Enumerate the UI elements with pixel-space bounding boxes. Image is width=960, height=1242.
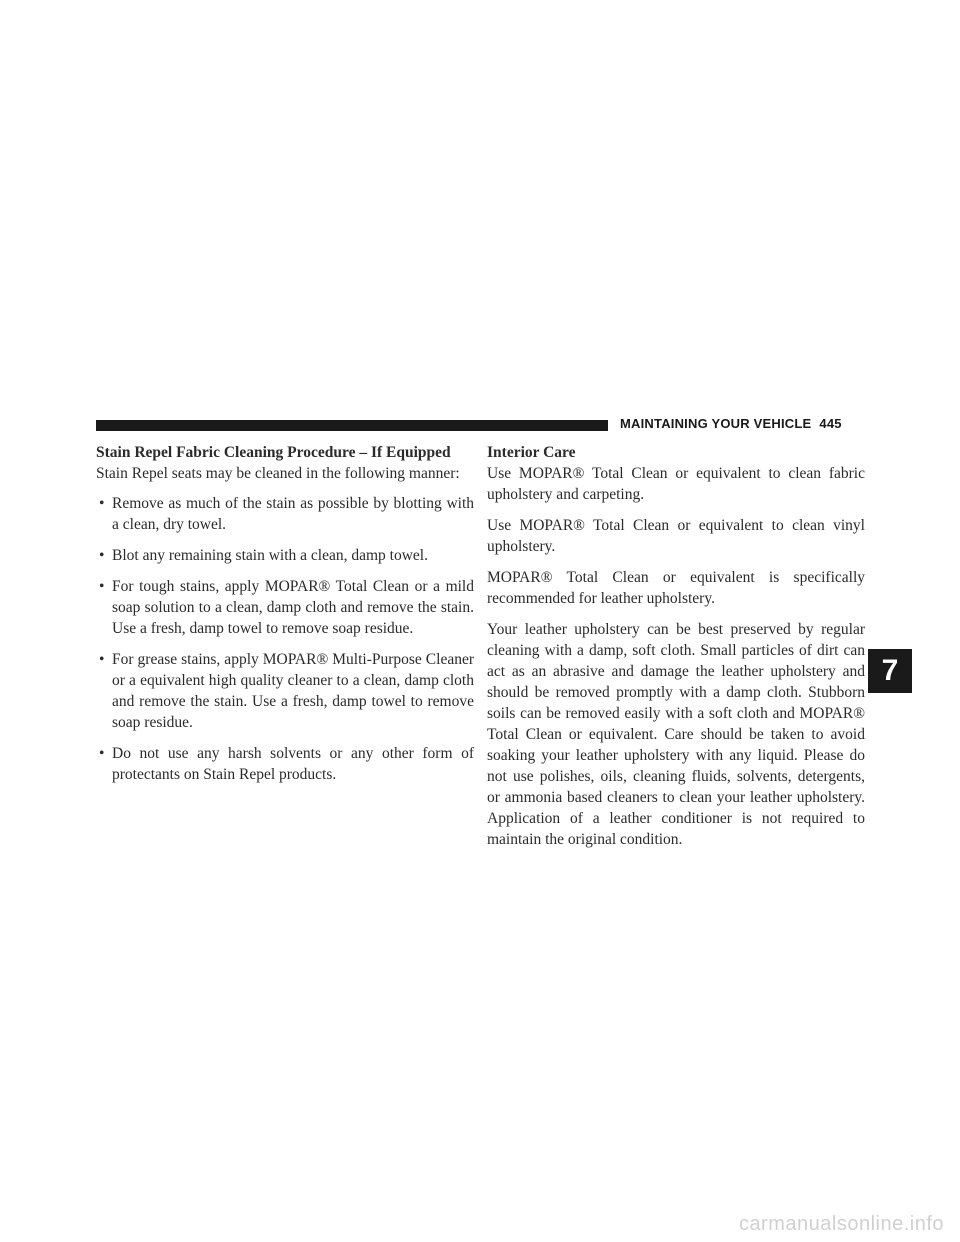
bullet-icon: • (99, 745, 105, 762)
page-number: 445 (819, 416, 842, 431)
watermark: carmanualsonline.info (738, 1213, 944, 1235)
chapter-tab: 7 (868, 649, 912, 693)
list-item: • For grease stains, apply MOPAR® Multi-Purpose Cleaner or a equivalent high quality cleaner to a clean, damp cloth and remove the stain. Use a fresh, damp towel to remove soap residue. (99, 651, 474, 731)
paragraph-fabric: Use MOPAR® Total Clean or equivalent to clean fabric upholstery and carpeting. (487, 465, 865, 503)
bullet-icon: • (99, 651, 105, 668)
list-item: • Do not use any harsh solvents or any other form of protectants on Stain Repel products. (99, 745, 474, 783)
list-item: • Blot any remaining stain with a clean, damp towel. (99, 547, 428, 564)
paragraph-leather-care: Your leather upholstery can be best preserved by regular cleaning with a damp, soft cloth. Small particles of dirt can act as an abrasive and damage the leather upholstery and should be removed promptly with a damp cloth. Stubborn soils can be removed easily with a soft cloth and MOPAR® Total Clean or equivalent. Care should be taken to avoid soaking your leather upholstery with any liquid. Please do not use polishes, oils, cleaning fluids, solvents, detergents, or ammonia based cleaners to clean your leather upholstery. Application of a leather conditioner is not required to maintain the original condition. (487, 621, 865, 848)
header-rule (96, 420, 608, 431)
paragraph-vinyl: Use MOPAR® Total Clean or equivalent to clean vinyl upholstery. (487, 517, 865, 555)
bullet-icon: • (99, 495, 105, 512)
bullet-icon: • (99, 578, 105, 595)
bullet-icon: • (99, 547, 105, 564)
stain-repel-heading: Stain Repel Fabric Cleaning Procedure – If Equipped (96, 444, 451, 461)
section-title: MAINTAINING YOUR VEHICLE (620, 416, 812, 431)
right-column (487, 442, 865, 860)
interior-care-heading: Interior Care (487, 444, 576, 461)
stain-repel-intro: Stain Repel seats may be cleaned in the following manner: (96, 465, 460, 482)
cleaning-steps-list (96, 493, 474, 785)
left-column (96, 442, 474, 795)
paragraph-leather-recommend: MOPAR® Total Clean or equivalent is specifically recommended for leather upholstery. (487, 569, 865, 607)
list-item: • For tough stains, apply MOPAR® Total Clean or a mild soap solution to a clean, damp cloth and remove the stain. Use a fresh, damp towel to remove soap residue. (99, 578, 474, 637)
list-item: • Remove as much of the stain as possible by blotting with a clean, dry towel. (99, 495, 474, 533)
running-header (620, 416, 842, 431)
